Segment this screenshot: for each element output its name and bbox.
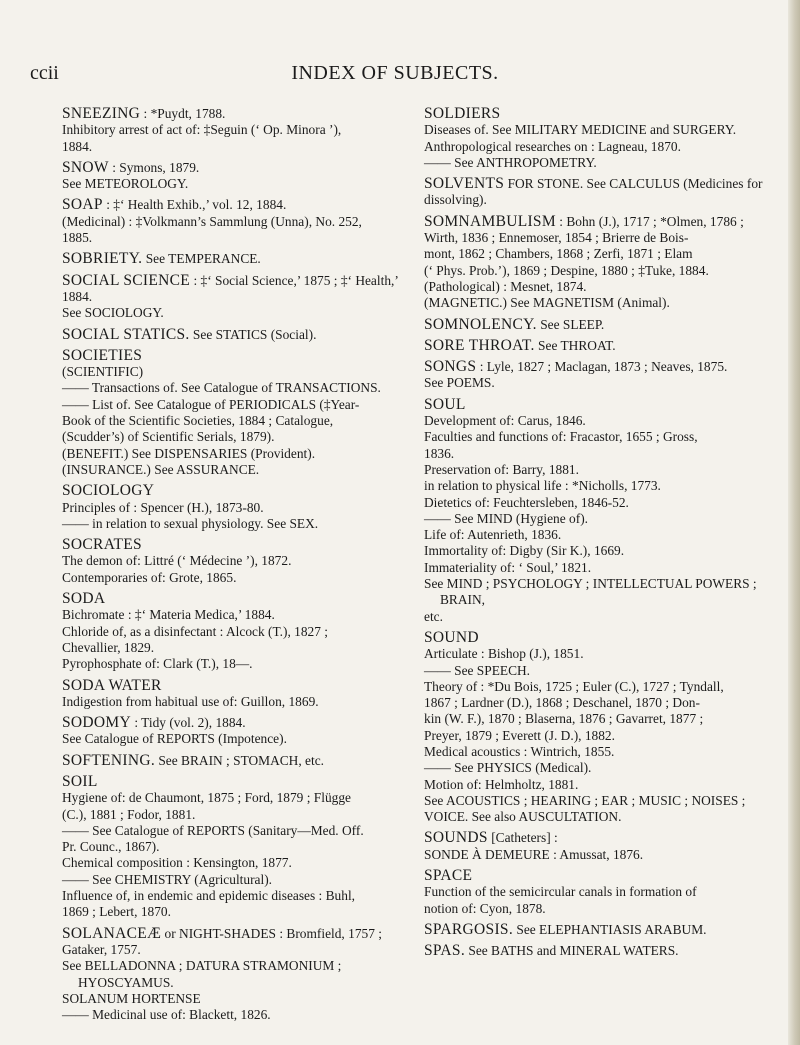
entry-line: (MAGNETIC.) See MAGNETISM (Animal).: [424, 295, 670, 311]
entry-headword: SOAP: [62, 196, 103, 214]
entry-heading-line: [62, 591, 402, 607]
entry-headword: SOLVENTS: [424, 175, 505, 193]
entry-line: 1867 ; Lardner (D.), 1868 ; Deschanel, 1870 ; Don-: [424, 695, 700, 711]
entry-line: Dietetics of: Feuchtersleben, 1846-52.: [424, 494, 629, 510]
entry-line: Immateriality of: ‘ Soul,’ 1821.: [424, 559, 592, 575]
entry-headword: SOBRIETY.: [62, 250, 143, 268]
entry-heading-line: [424, 397, 774, 413]
entry-line: —— See MIND (Hygiene of).: [424, 510, 588, 526]
entry-line: —— See Catalogue of REPORTS (Sanitary—Med. Off.: [62, 822, 364, 838]
entry-headword: SOLDIERS: [424, 105, 501, 122]
entry-headword: SPARGOSIS.: [424, 920, 514, 938]
index-entry: [424, 922, 774, 938]
index-entry: [62, 160, 402, 193]
entry-headword: SORE THROAT.: [424, 336, 535, 354]
entry-line: —— See CHEMISTRY (Agricultural).: [62, 871, 273, 887]
entry-heading-rest: : Tidy (vol. 2), 1884.: [134, 715, 246, 731]
entry-line: (Pathological) : Mesnet, 1874.: [424, 278, 587, 294]
entry-line: Preservation of: Barry, 1881.: [424, 461, 579, 477]
entry-heading-line: [62, 106, 402, 122]
entry-line: Gataker, 1757.: [62, 941, 141, 957]
entry-line: Inhibitory arrest of act of: ‡Seguin (‘ Op. Minora ’),: [62, 122, 342, 138]
entry-line: (Scudder’s) of Scientific Serials, 1879).: [62, 429, 275, 445]
index-entry: [424, 317, 774, 333]
entry-line: Wirth, 1836 ; Ennemoser, 1854 ; Brierre de Bois-: [424, 230, 689, 246]
entry-headword: SOIL: [62, 772, 98, 790]
entry-heading-rest: See TEMPERANCE.: [145, 251, 261, 267]
entry-heading-line: [62, 774, 402, 790]
index-entry: [62, 926, 402, 1024]
entry-line: 1884.: [62, 288, 93, 304]
entry-line: Chevallier, 1829.: [62, 639, 155, 655]
entry-line: Function of the semicircular canals in formation of: [424, 884, 697, 900]
entry-line: Pyrophosphate of: Clark (T.), 18—.: [62, 656, 253, 672]
index-entry: [62, 197, 402, 246]
entry-line: dissolving).: [424, 192, 487, 208]
entry-line: 1869 ; Lebert, 1870.: [62, 904, 171, 920]
entry-heading-rest: : ‡‘ Social Science,’ 1875 ; ‡‘ Health,’: [193, 272, 399, 288]
entry-line: See MIND ; PSYCHOLOGY ; INTELLECTUAL POWERS ; BRAIN,: [424, 576, 757, 608]
entry-line: See Catalogue of REPORTS (Impotence).: [62, 731, 287, 747]
entry-line: Diseases of. See MILITARY MEDICINE and SURGERY.: [424, 122, 737, 138]
entry-heading-line: [424, 943, 774, 959]
entry-line: —— Medicinal use of: Blackett, 1826.: [62, 1007, 271, 1023]
entry-line: Principles of : Spencer (H.), 1873-80.: [62, 499, 264, 515]
entry-heading-line: [62, 348, 402, 364]
entry-line: 1884.: [62, 138, 93, 154]
entry-heading-line: [424, 176, 774, 192]
entry-heading-line: [424, 830, 774, 846]
entry-line: etc.: [424, 608, 443, 624]
entry-headword: SOCIAL STATICS.: [62, 325, 190, 343]
entry-heading-rest: See ELEPHANTIASIS ARABUM.: [516, 921, 707, 937]
entry-line: Influence of, in endemic and epidemic diseases : Buhl,: [62, 888, 356, 904]
entry-line: (Medicinal) : ‡Volkmann’s Sammlung (Unna), No. 252,: [62, 213, 362, 229]
entry-headword: SOCIETIES: [62, 346, 143, 364]
index-entry: [62, 348, 402, 478]
entry-line: Motion of: Helmholtz, 1881.: [424, 776, 579, 792]
entry-heading-rest: See THROAT.: [538, 337, 616, 353]
entry-line: See BELLADONNA ; DATURA STRAMONIUM ; HYOSCYAMUS.: [62, 958, 342, 990]
entry-headword: SOFTENING.: [62, 751, 155, 769]
entry-headword: SONGS: [424, 358, 477, 376]
entry-line: Medical acoustics : Wintrich, 1855.: [424, 743, 615, 759]
entry-line: —— See ANTHROPOMETRY.: [424, 154, 597, 170]
entry-line: Anthropological researches on : Lagneau, 1870.: [424, 138, 681, 154]
index-entry: [424, 106, 774, 171]
entry-heading-line: [424, 359, 774, 375]
left-column: [62, 106, 402, 1028]
index-entry: [62, 327, 402, 343]
entry-heading-line: [424, 214, 774, 230]
entry-heading-rest: : ‡‘ Health Exhib.,’ vol. 12, 1884.: [106, 197, 287, 213]
index-entry: [424, 868, 774, 917]
entry-line: See ACOUSTICS ; HEARING ; EAR ; MUSIC ; NOISES ;: [424, 792, 746, 808]
running-title: INDEX OF SUBJECTS.: [291, 62, 499, 84]
entry-line: See SOCIOLOGY.: [62, 305, 164, 321]
entry-heading-line: [62, 160, 402, 176]
entry-heading-line: [62, 715, 402, 731]
entry-heading-rest: or NIGHT-SHADES : Bromfield, 1757 ;: [164, 925, 382, 941]
entry-heading-line: [62, 197, 402, 213]
entry-line: —— in relation to sexual physiology. See SEX.: [62, 515, 319, 531]
index-entry: [424, 214, 774, 312]
index-entry: [424, 176, 774, 209]
entry-line: Chemical composition : Kensington, 1877.: [62, 855, 292, 871]
entry-heading-rest: : *Puydt, 1788.: [143, 106, 226, 121]
index-entry: [424, 397, 774, 625]
index-entry: [62, 678, 402, 711]
entry-headword: SOUL: [424, 395, 466, 413]
entry-line: —— See SPEECH.: [424, 662, 531, 678]
entry-line: kin (W. F.), 1870 ; Blaserna, 1876 ; Gavarret, 1877 ;: [424, 711, 704, 727]
entry-line: Indigestion from habitual use of: Guillon, 1869.: [62, 693, 319, 709]
entry-heading-line: [424, 338, 774, 354]
entry-heading-rest: : Lyle, 1827 ; Maclagan, 1873 ; Neaves, 1875.: [479, 359, 728, 375]
entry-line: Pr. Counc., 1867).: [62, 839, 160, 855]
entry-heading-line: [62, 251, 402, 267]
entry-heading-line: [424, 317, 774, 333]
entry-line: (BENEFIT.) See DISPENSARIES (Provident).: [62, 445, 316, 461]
entry-heading-line: [62, 483, 402, 499]
entry-headword: SODA: [62, 590, 106, 608]
entry-headword: SODOMY: [62, 714, 131, 732]
index-entry: [424, 943, 774, 959]
entry-line: (SCIENTIFIC): [62, 364, 144, 380]
entry-line: See METEOROLOGY.: [62, 176, 189, 192]
entry-heading-rest: [Catheters] :: [491, 830, 558, 846]
index-entry: [424, 338, 774, 354]
entry-heading-rest: See STATICS (Social).: [192, 326, 317, 342]
entry-line: Faculties and functions of: Fracastor, 1655 ; Gross,: [424, 429, 698, 445]
index-entry: [424, 830, 774, 863]
entry-headword: SOCIOLOGY: [62, 482, 155, 500]
index-entry: [62, 715, 402, 748]
entry-line: (C.), 1881 ; Fodor, 1881.: [62, 806, 196, 822]
entry-line: Book of the Scientific Societies, 1884 ; Catalogue,: [62, 413, 334, 429]
entry-headword: SOMNAMBULISM: [424, 212, 556, 230]
entry-headword: SOLANACEÆ: [62, 924, 162, 942]
index-entry: [62, 537, 402, 586]
entry-line: notion of: Cyon, 1878.: [424, 900, 546, 916]
entry-heading-rest: See SLEEP.: [540, 316, 605, 332]
index-entry: [62, 774, 402, 921]
entry-heading-line: [62, 273, 402, 289]
entry-line: The demon of: Littré (‘ Médecine ’), 1872.: [62, 553, 292, 569]
entry-line: (INSURANCE.) See ASSURANCE.: [62, 461, 260, 477]
entry-heading-rest: See BRAIN ; STOMACH, etc.: [158, 752, 325, 768]
entry-heading-line: [62, 327, 402, 343]
entry-line: SONDE À DEMEURE : Amussat, 1876.: [424, 846, 644, 862]
entry-heading-line: [62, 753, 402, 769]
index-entry: [62, 273, 402, 322]
entry-heading-line: [424, 106, 774, 122]
entry-heading-line: [62, 678, 402, 694]
entry-line: 1836.: [424, 445, 455, 461]
entry-heading-rest: See BATHS and MINERAL WATERS.: [468, 943, 679, 959]
entry-line: Life of: Autenrieth, 1836.: [424, 527, 562, 543]
right-column: [424, 106, 774, 965]
entry-headword: SPACE: [424, 867, 473, 885]
entry-line: Contemporaries of: Grote, 1865.: [62, 569, 237, 585]
entry-heading-line: [62, 926, 402, 942]
entry-line: in relation to physical life : *Nicholls, 1773.: [424, 478, 661, 494]
entry-headword: SOMNOLENCY.: [424, 315, 537, 333]
entry-line: Theory of : *Du Bois, 1725 ; Euler (C.), 1727 ; Tyndall,: [424, 678, 724, 694]
entry-line: —— Transactions of. See Catalogue of TRANSACTIONS.: [62, 380, 381, 396]
entry-line: mont, 1862 ; Chambers, 1868 ; Zerfi, 1871 ; Elam: [424, 246, 693, 262]
entry-line: Articulate : Bishop (J.), 1851.: [424, 646, 584, 662]
index-entry: [424, 630, 774, 826]
entry-line: Immortality of: Digby (Sir K.), 1669.: [424, 543, 625, 559]
entry-headword: SOUNDS: [424, 829, 488, 847]
entry-headword: SOCIAL SCIENCE: [62, 271, 191, 289]
entry-headword: SPAS.: [424, 942, 466, 960]
entry-heading-line: [424, 630, 774, 646]
entry-line: SOLANUM HORTENSE: [62, 990, 201, 1006]
entry-line: 1885.: [62, 230, 93, 246]
entry-line: —— List of. See Catalogue of PERIODICALS (‡Year-: [62, 396, 360, 412]
entry-headword: SODA WATER: [62, 676, 162, 694]
entry-line: Bichromate : ‡‘ Materia Medica,’ 1884.: [62, 607, 275, 623]
entry-headword: SNEEZING: [62, 105, 141, 122]
entry-line: Hygiene of: de Chaumont, 1875 ; Ford, 1879 ; Flügge: [62, 790, 351, 806]
page-number: ccii: [30, 62, 59, 84]
entry-heading-rest: : Bohn (J.), 1717 ; *Olmen, 1786 ;: [559, 213, 744, 229]
entry-heading-line: [424, 868, 774, 884]
entry-heading-line: [424, 922, 774, 938]
entry-heading-line: [62, 537, 402, 553]
index-entry: [62, 251, 402, 267]
entry-line: Chloride of, as a disinfectant : Alcock (T.), 1827 ;: [62, 623, 329, 639]
entry-line: Preyer, 1879 ; Everett (J. D.), 1882.: [424, 727, 615, 743]
entry-line: See POEMS.: [424, 375, 495, 391]
entry-headword: SOUND: [424, 628, 479, 646]
entry-heading-rest: FOR STONE. See CALCULUS (Medicines for: [507, 176, 763, 192]
index-entry: [62, 591, 402, 672]
entry-headword: SOCRATES: [62, 536, 142, 554]
entry-line: (‘ Phys. Prob.’), 1869 ; Despine, 1880 ; ‡Tuke, 1884.: [424, 262, 709, 278]
index-entry: [62, 753, 402, 769]
entry-line: Development of: Carus, 1846.: [424, 413, 586, 429]
index-entry: [424, 359, 774, 392]
index-entry: [62, 483, 402, 532]
entry-heading-rest: : Symons, 1879.: [112, 159, 200, 175]
page-header: [30, 62, 760, 86]
entry-line: VOICE. See also AUSCULTATION.: [424, 809, 622, 825]
index-entry: [62, 106, 402, 155]
entry-line: —— See PHYSICS (Medical).: [424, 760, 592, 776]
page-edge: [788, 0, 800, 1045]
entry-headword: SNOW: [62, 158, 109, 176]
